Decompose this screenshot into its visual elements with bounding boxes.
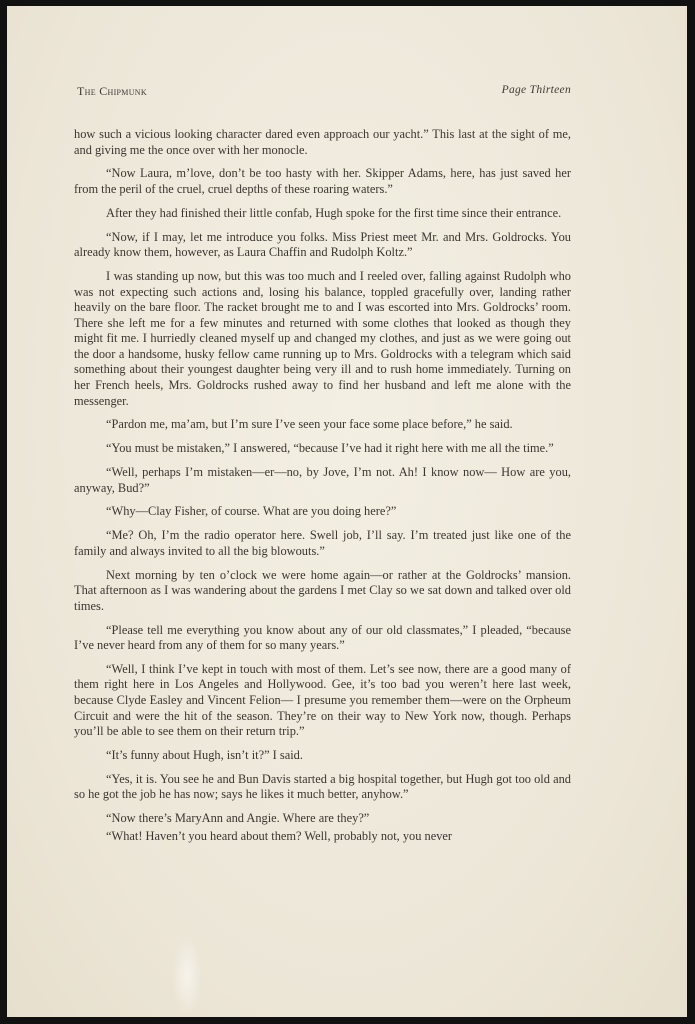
paragraph: “Yes, it is. You see he and Bun Davis started a big hospital together, but Hugh got too old and so he got the job he has now; says he likes it much better, anyhow.” — [74, 771, 571, 802]
paragraph: I was standing up now, but this was too much and I reeled over, falling against Rudolph who was not expecting such actions and, losing his balance, toppled gracefully over, landing rather heavily on the bare floor. The racket brought me to and I was escorted into Mrs. Goldrocks’ room. There she left me for a few minutes and returned with some clothes that looked as though they might fit me. I hurriedly cleaned myself up and changed my clothes, and just as we were going out the door a handsome, husky fellow came running up to Mrs. Goldrocks with a telegram which said something about their youngest daughter being very ill and to rush home immediately. Turning on her French heels, Mrs. Goldrocks rushed away to find her husband and left me alone with the messenger. — [74, 268, 571, 408]
paragraph: Next morning by ten o’clock we were home again—or rather at the Goldrocks’ mansion. That afternoon as I was wandering about the gardens I met Clay so we sat down and talked over old times. — [74, 567, 571, 613]
paragraph: After they had finished their little confab, Hugh spoke for the first time since their entrance. — [106, 205, 562, 220]
paragraph: “Now there’s MaryAnn and Angie. Where are they?” — [106, 811, 370, 826]
paragraph: “You must be mistaken,” I answered, “because I’ve had it right here with me all the time.” — [106, 441, 554, 456]
paragraph: “Pardon me, ma’am, but I’m sure I’ve seen your face some place before,” he said. — [106, 417, 513, 432]
paragraph: “Well, perhaps I’m mistaken—er—no, by Jove, I’m not. Ah! I know now— How are you, anyway, Bud?” — [74, 465, 571, 495]
paragraph: how such a vicious looking character dared even approach our yacht.” This last at the sight of me, and giving me the once over with her monocle. — [74, 127, 571, 157]
publication-title: The Chipmunk — [77, 84, 147, 98]
paragraph: “Me? Oh, I’m the radio operator here. Swell job, I’ll say. I’m treated just like one of the family and always invited to all the big blowouts.” — [74, 528, 571, 558]
paragraph: “Now Laura, m’love, don’t be too hasty with her. Skipper Adams, here, has just saved her from the peril of the cruel, cruel depths of these roaring waters.” — [74, 166, 571, 196]
paragraph: “Please tell me everything you know about any of our old classmates,” I pleaded, “because I’ve never heard from any of them for so many years.” — [74, 622, 571, 653]
paragraph: “Now, if I may, let me introduce you folks. Miss Priest meet Mr. and Mrs. Goldrocks. You already know them, however, as Laura Chaffin and Rudolph Koltz.” — [74, 229, 571, 260]
paragraph: “Well, I think I’ve kept in touch with most of them. Let’s see now, there are a good many of them right here in Los Angeles and Hollywood. Gee, it’s too bad you weren’t here last week, because Clyde Easley and Vincent Felion— I presume you remember them—were on the Orpheum Circuit and were the hit of the season. They’re on their way to New York now, though. Perhaps you’ll be able to see them on their return trip.” — [74, 661, 571, 739]
paper-crease — [172, 936, 202, 1016]
paragraph: “Why—Clay Fisher, of course. What are you doing here?” — [106, 504, 397, 519]
page-number: Page Thirteen — [501, 84, 571, 96]
article-body — [74, 127, 571, 853]
paragraph: “What! Haven’t you heard about them? Well, probably not, you never — [106, 828, 453, 843]
paragraph: “It’s funny about Hugh, isn’t it?” I said. — [106, 748, 303, 763]
page — [7, 6, 687, 1017]
